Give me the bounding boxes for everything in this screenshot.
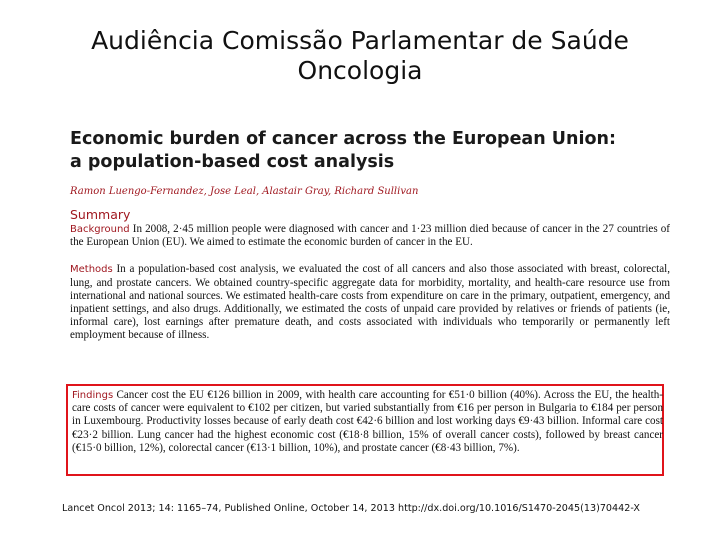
- background-text: In 2008, 2·45 million people were diagnosed with cancer and 1·23 million died because of cancer in the 27 countries of the European Union (EU). We aimed to estimate the economic burden of cancer in the EU.: [70, 223, 670, 249]
- citation: Lancet Oncol 2013; 14: 1165–74, Published Online, October 14, 2013 http://dx.doi.org/10.1016/S1470-2045(13)70442-X: [62, 503, 640, 514]
- slide-title-line-2: Oncologia: [297, 56, 423, 85]
- slide-title-line-1: Audiência Comissão Parlamentar de Saúde: [91, 26, 629, 55]
- slide-title: [0, 26, 720, 86]
- summary-heading: Summary: [70, 207, 131, 222]
- paper-title: [70, 128, 670, 174]
- paper-authors: Ramon Luengo-Fernandez, Jose Leal, Alastair Gray, Richard Sullivan: [70, 186, 419, 197]
- paper-title-line-2: a population-based cost analysis: [70, 152, 395, 172]
- findings-paragraph: [72, 389, 663, 455]
- methods-text: In a population-based cost analysis, we evaluated the cost of all cancers and also those associated with breast, colorectal, lung, and prostate cancers. We obtained country-specific aggregate data for morbidity, mortality, and health-care resource use from international and national sources. We estimated health-care costs from expenditure on care in the primary, outpatient, emergency, and inpatient settings, and also drugs. Additionally, we estimated the costs of unpaid care provided by relatives or friends of patients (ie, informal care), lost earnings after premature death, and costs associated with individuals who temporarily or permanently left employment because of illness.: [70, 263, 670, 342]
- background-label: Background: [70, 224, 130, 235]
- findings-label: Findings: [72, 390, 114, 401]
- paper-excerpt: [70, 128, 670, 343]
- methods-label: Methods: [70, 264, 113, 276]
- background-paragraph: [70, 223, 670, 249]
- methods-paragraph: [70, 263, 670, 342]
- findings-text: Cancer cost the EU €126 billion in 2009, with health care accounting for €51·0 billion (40%). Across the EU, the health-care costs of cancer were equivalent to €102 per citizen, but varied substantially from €16 per person in Bulgaria to €184 per person in Luxembourg. Productivity losses because of early death cost €42·6 billion and lost working days €9·43 billion. Informal care cost €23·2 billion. Lung cancer had the highest economic cost (€18·8 billion, 15% of overall cancer costs), followed by breast cancer (€15·0 billion, 12%), colorectal cancer (€13·1 billion, 10%), and prostate cancer (€8·43 billion, 7%).: [72, 389, 663, 454]
- paper-title-line-1: Economic burden of cancer across the European Union:: [70, 129, 616, 149]
